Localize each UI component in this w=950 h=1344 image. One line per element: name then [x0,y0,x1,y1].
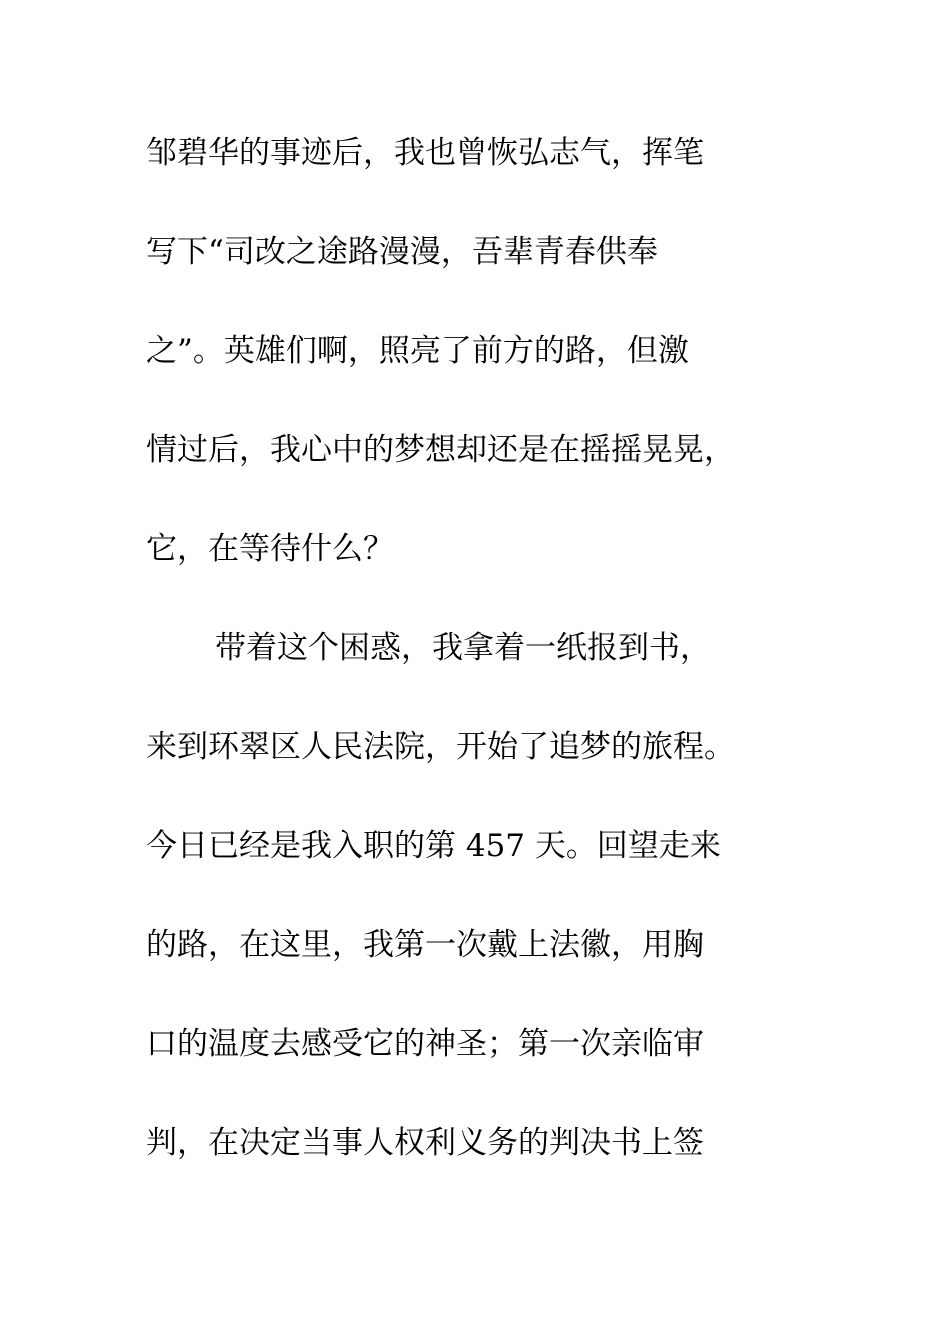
text-line-1: 邹碧华的事迹后，我也曾恢弘志气，挥笔 [146,135,704,171]
text-line-2: 写下“司改之途路漫漫，吾辈青春供奉 [146,234,658,270]
text-line-8: 今日已经是我入职的第 457 天。回望走来 [146,828,721,864]
text-line-5: 它，在等待什么？ [146,531,394,567]
text-line-9: 的路，在这里，我第一次戴上法徽，用胸 [146,927,704,963]
text-line-3: 之”。英雄们啊，照亮了前方的路，但激 [146,333,689,369]
text-line-11: 判，在决定当事人权利义务的判决书上签 [146,1125,704,1161]
text-line-4: 情过后，我心中的梦想却还是在摇摇晃晃， [146,432,735,468]
text-line-6: 带着这个困惑，我拿着一纸报到书， [215,630,711,666]
text-line-10: 口的温度去感受它的神圣；第一次亲临审 [146,1026,704,1062]
text-line-7: 来到环翠区人民法院，开始了追梦的旅程。 [146,729,735,765]
